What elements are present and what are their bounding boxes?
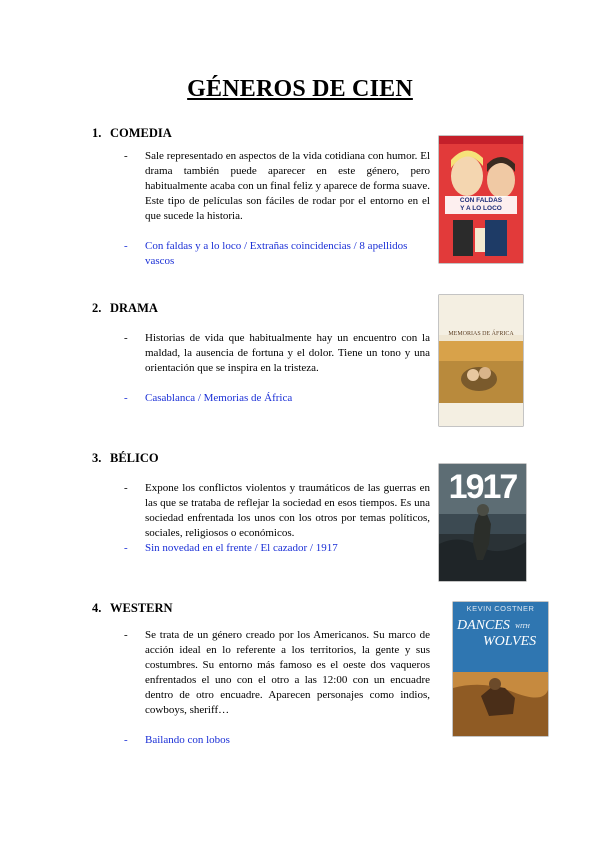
bullet-marker: - <box>124 150 128 162</box>
genre-description: Expone los conflictos violentos y traumáticos de las guerras en las que se trataba de reflejar la sociedad en esos tiempos. Es una sociedad enfrentada los unos con los otros por temas políticos, sociales, religiosos o económicos. <box>145 482 430 539</box>
bullet-marker: - <box>124 542 128 554</box>
movie-poster-image <box>439 295 523 426</box>
section-title: COMEDIA <box>110 126 172 140</box>
poster-title-line-3: WOLVES <box>483 634 537 649</box>
poster-actor: KEVIN COSTNER <box>466 604 535 613</box>
poster-title: MEMORIAS DE ÁFRICA <box>448 331 514 337</box>
section-heading <box>92 451 159 466</box>
section-heading <box>92 301 158 316</box>
section-number: 1. <box>92 126 102 140</box>
poster-title-2: Y A LO LOCO <box>460 205 502 212</box>
movie-poster-image <box>439 464 526 581</box>
section-title: BÉLICO <box>110 451 159 465</box>
genre-examples: Casablanca / Memorias de África <box>145 392 293 404</box>
genre-examples: Sin novedad en el frente / El cazador / 1917 <box>145 542 338 554</box>
genre-description: Se trata de un género creado por los Americanos. Su marco de acción ideal en lo referente a los territorios, la gente y sus costumbres. Su entorno más famoso es el oeste dos vaqueros enfrentados el uno con el otro a las 12:00 con un encuadre dentro de otro encuadre. Aparecen personajes como indios, cowboys, sheriff… <box>145 629 430 716</box>
poster-title-line-2: WITH <box>515 624 530 630</box>
movie-poster-image <box>439 136 523 263</box>
page-title: GÉNEROS DE CIEN <box>187 76 413 102</box>
section-number: 2. <box>92 301 102 315</box>
poster-title-line-1: DANCES <box>457 618 510 633</box>
genre-description: Historias de vida que habitualmente hay un encuentro con la maldad, la ausencia de fortuna y el dolor. Tiene un tono y una orientación que se inspira en la tristeza. <box>145 332 430 374</box>
genre-description: Sale representado en aspectos de la vida cotidiana con humor. El drama también puede aparecer en este género, pero habitualmente acaba con un final feliz y aparece de forma suave. Este tipo de películas son fáciles de rodar por el entorno en el que sucede la historia. <box>145 150 430 222</box>
bullet-marker: - <box>124 240 128 252</box>
bullet-marker: - <box>124 392 128 404</box>
bullet-marker: - <box>124 332 128 344</box>
bullet-marker: - <box>124 734 128 746</box>
section-title: WESTERN <box>110 601 173 615</box>
genre-examples: Con faldas y a lo loco / Extrañas coincidencias / 8 apellidos vascos <box>145 240 408 267</box>
bullet-marker: - <box>124 482 128 494</box>
movie-poster-image <box>453 602 548 736</box>
section-number: 3. <box>92 451 102 465</box>
section-number: 4. <box>92 601 102 615</box>
poster-title: 1917 <box>448 468 517 506</box>
bullet-marker: - <box>124 629 128 641</box>
section-heading <box>92 126 172 141</box>
genre-examples: Bailando con lobos <box>145 734 230 746</box>
section-heading <box>92 601 173 616</box>
section-title: DRAMA <box>110 301 158 315</box>
poster-title-1: CON FALDAS <box>459 197 503 204</box>
